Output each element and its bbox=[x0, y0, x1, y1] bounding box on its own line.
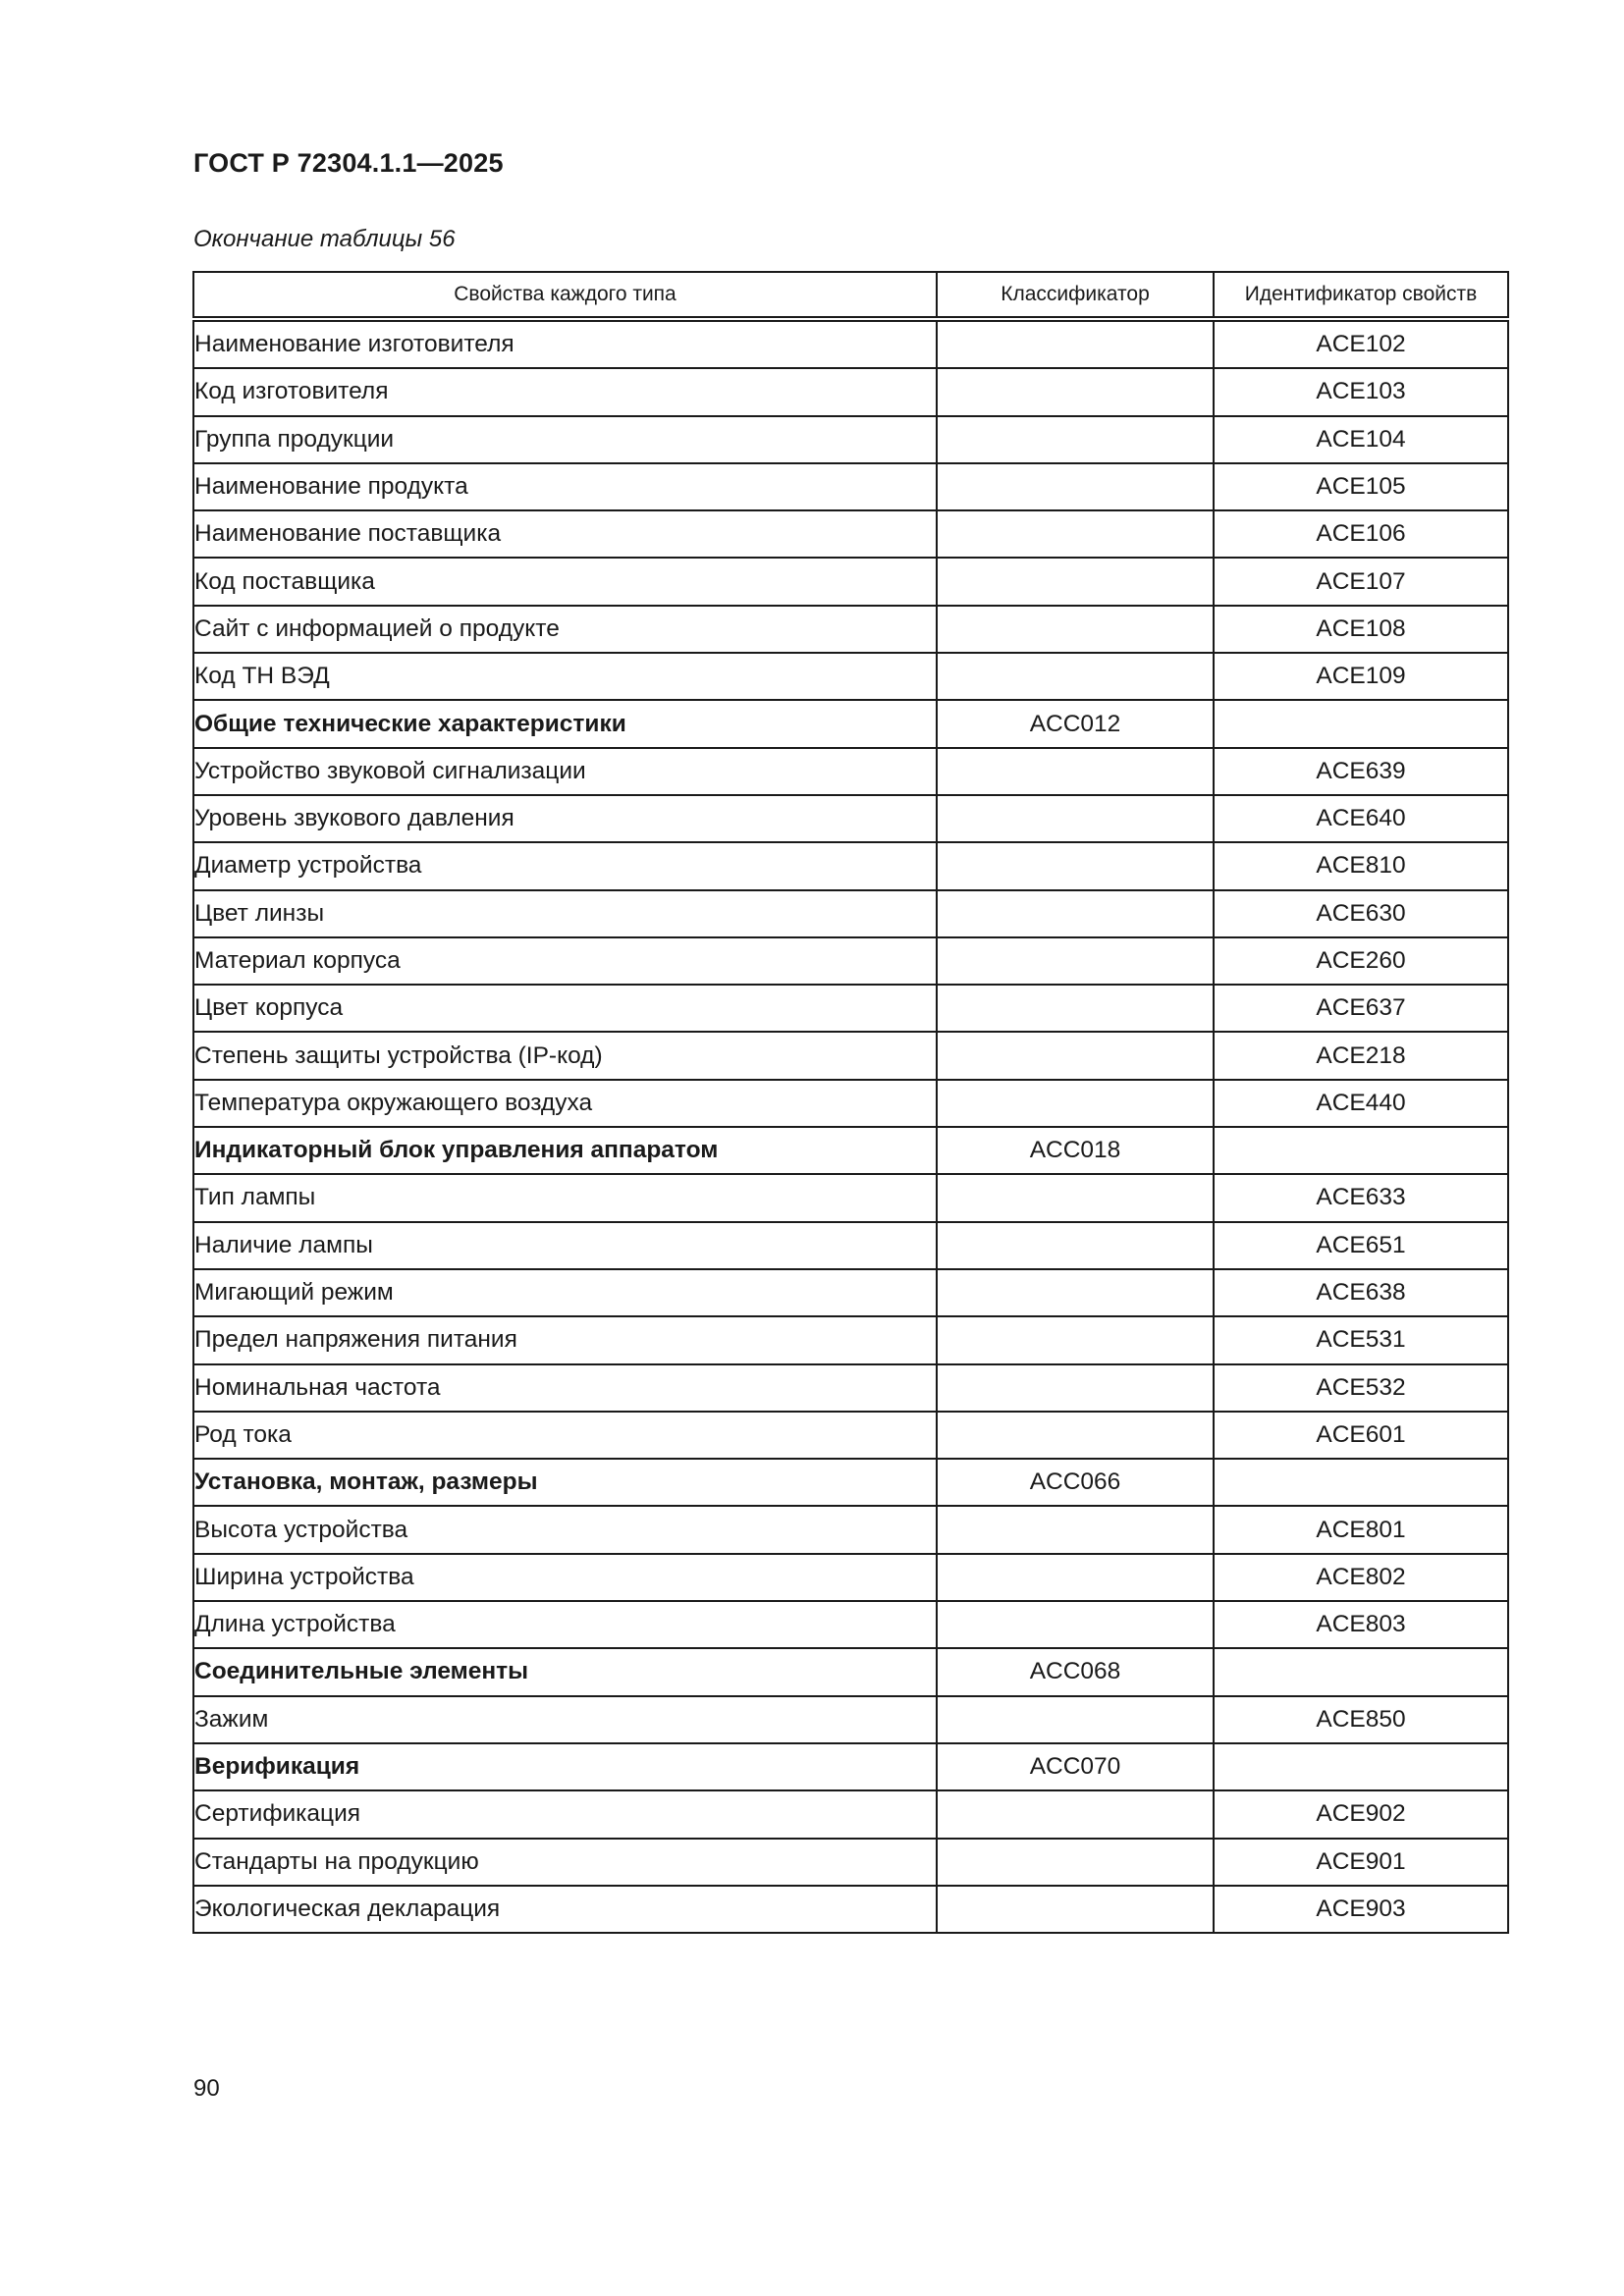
property-name-cell: Индикаторный блок управления аппаратом bbox=[193, 1127, 937, 1174]
classifier-cell bbox=[937, 1269, 1214, 1316]
classifier-cell bbox=[937, 653, 1214, 700]
identifier-cell: ACE106 bbox=[1214, 510, 1508, 558]
table-row bbox=[193, 1174, 1508, 1221]
identifier-cell bbox=[1214, 1127, 1508, 1174]
table-row bbox=[193, 937, 1508, 985]
identifier-cell: ACE850 bbox=[1214, 1696, 1508, 1743]
classifier-cell bbox=[937, 416, 1214, 463]
table-row bbox=[193, 1554, 1508, 1601]
table-row bbox=[193, 463, 1508, 510]
identifier-cell: ACE901 bbox=[1214, 1839, 1508, 1886]
classifier-cell bbox=[937, 606, 1214, 653]
classifier-cell bbox=[937, 795, 1214, 842]
table-row bbox=[193, 1506, 1508, 1553]
classifier-cell bbox=[937, 1839, 1214, 1886]
table-row bbox=[193, 319, 1508, 368]
classifier-cell bbox=[937, 1080, 1214, 1127]
table-row bbox=[193, 890, 1508, 937]
classifier-cell bbox=[937, 1790, 1214, 1838]
page-number: 90 bbox=[193, 2075, 220, 2102]
classifier-cell: ACC070 bbox=[937, 1743, 1214, 1790]
identifier-cell bbox=[1214, 700, 1508, 747]
table-group-row bbox=[193, 700, 1508, 747]
classifier-cell bbox=[937, 463, 1214, 510]
table-row bbox=[193, 1316, 1508, 1363]
table-row bbox=[193, 558, 1508, 605]
table-row bbox=[193, 748, 1508, 795]
classifier-cell bbox=[937, 1412, 1214, 1459]
table-row bbox=[193, 1790, 1508, 1838]
property-name-cell: Зажим bbox=[193, 1696, 937, 1743]
property-name-cell: Код поставщика bbox=[193, 558, 937, 605]
property-name-cell: Наличие лампы bbox=[193, 1222, 937, 1269]
table-header-row bbox=[193, 272, 1508, 319]
classifier-cell bbox=[937, 748, 1214, 795]
classifier-cell bbox=[937, 1696, 1214, 1743]
identifier-cell: ACE903 bbox=[1214, 1886, 1508, 1933]
classifier-cell bbox=[937, 1506, 1214, 1553]
property-name-cell: Соединительные элементы bbox=[193, 1648, 937, 1695]
identifier-cell: ACE802 bbox=[1214, 1554, 1508, 1601]
identifier-cell: ACE810 bbox=[1214, 842, 1508, 889]
identifier-cell: ACE638 bbox=[1214, 1269, 1508, 1316]
property-name-cell: Мигающий режим bbox=[193, 1269, 937, 1316]
table-row bbox=[193, 842, 1508, 889]
identifier-cell: ACE440 bbox=[1214, 1080, 1508, 1127]
identifier-cell: ACE651 bbox=[1214, 1222, 1508, 1269]
table-row bbox=[193, 795, 1508, 842]
table-row bbox=[193, 1269, 1508, 1316]
classifier-cell bbox=[937, 319, 1214, 368]
property-name-cell: Род тока bbox=[193, 1412, 937, 1459]
classifier-cell bbox=[937, 1886, 1214, 1933]
property-name-cell: Верификация bbox=[193, 1743, 937, 1790]
property-name-cell: Стандарты на продукцию bbox=[193, 1839, 937, 1886]
property-name-cell: Код ТН ВЭД bbox=[193, 653, 937, 700]
property-name-cell: Предел напряжения питания bbox=[193, 1316, 937, 1363]
classifier-cell: ACC018 bbox=[937, 1127, 1214, 1174]
table-row bbox=[193, 606, 1508, 653]
identifier-cell: ACE640 bbox=[1214, 795, 1508, 842]
identifier-cell: ACE633 bbox=[1214, 1174, 1508, 1221]
property-name-cell: Степень защиты устройства (IP-код) bbox=[193, 1032, 937, 1079]
table-row bbox=[193, 1412, 1508, 1459]
table-row bbox=[193, 1696, 1508, 1743]
identifier-cell: ACE803 bbox=[1214, 1601, 1508, 1648]
property-name-cell: Общие технические характеристики bbox=[193, 700, 937, 747]
identifier-cell: ACE107 bbox=[1214, 558, 1508, 605]
property-name-cell: Сертификация bbox=[193, 1790, 937, 1838]
table-row bbox=[193, 1222, 1508, 1269]
column-header-classifier: Классификатор bbox=[937, 272, 1214, 319]
classifier-cell bbox=[937, 510, 1214, 558]
property-name-cell: Тип лампы bbox=[193, 1174, 937, 1221]
identifier-cell: ACE801 bbox=[1214, 1506, 1508, 1553]
table-row bbox=[193, 1080, 1508, 1127]
table-row bbox=[193, 1032, 1508, 1079]
classifier-cell: ACC012 bbox=[937, 700, 1214, 747]
column-header-identifier: Идентификатор свойств bbox=[1214, 272, 1508, 319]
identifier-cell: ACE637 bbox=[1214, 985, 1508, 1032]
property-name-cell: Температура окружающего воздуха bbox=[193, 1080, 937, 1127]
identifier-cell: ACE639 bbox=[1214, 748, 1508, 795]
classifier-cell bbox=[937, 1554, 1214, 1601]
classifier-cell bbox=[937, 1601, 1214, 1648]
classifier-cell: ACC068 bbox=[937, 1648, 1214, 1695]
identifier-cell: ACE103 bbox=[1214, 368, 1508, 415]
table-group-row bbox=[193, 1459, 1508, 1506]
properties-table bbox=[192, 271, 1509, 1934]
identifier-cell: ACE109 bbox=[1214, 653, 1508, 700]
table-row bbox=[193, 368, 1508, 415]
property-name-cell: Высота устройства bbox=[193, 1506, 937, 1553]
classifier-cell bbox=[937, 1032, 1214, 1079]
column-header-properties: Свойства каждого типа bbox=[193, 272, 937, 319]
classifier-cell bbox=[937, 1364, 1214, 1412]
property-name-cell: Цвет корпуса bbox=[193, 985, 937, 1032]
table-row bbox=[193, 510, 1508, 558]
table-group-row bbox=[193, 1127, 1508, 1174]
identifier-cell: ACE630 bbox=[1214, 890, 1508, 937]
property-name-cell: Уровень звукового давления bbox=[193, 795, 937, 842]
property-name-cell: Сайт с информацией о продукте bbox=[193, 606, 937, 653]
table-row bbox=[193, 985, 1508, 1032]
classifier-cell bbox=[937, 890, 1214, 937]
table-body bbox=[193, 319, 1508, 1933]
table-row bbox=[193, 1364, 1508, 1412]
table-row bbox=[193, 1601, 1508, 1648]
classifier-cell bbox=[937, 558, 1214, 605]
identifier-cell: ACE601 bbox=[1214, 1412, 1508, 1459]
identifier-cell: ACE108 bbox=[1214, 606, 1508, 653]
property-name-cell: Группа продукции bbox=[193, 416, 937, 463]
property-name-cell: Длина устройства bbox=[193, 1601, 937, 1648]
identifier-cell: ACE902 bbox=[1214, 1790, 1508, 1838]
table-group-row bbox=[193, 1648, 1508, 1695]
property-name-cell: Устройство звуковой сигнализации bbox=[193, 748, 937, 795]
identifier-cell: ACE105 bbox=[1214, 463, 1508, 510]
identifier-cell bbox=[1214, 1743, 1508, 1790]
identifier-cell bbox=[1214, 1459, 1508, 1506]
property-name-cell: Наименование изготовителя bbox=[193, 319, 937, 368]
property-name-cell: Наименование продукта bbox=[193, 463, 937, 510]
property-name-cell: Ширина устройства bbox=[193, 1554, 937, 1601]
classifier-cell bbox=[937, 1222, 1214, 1269]
identifier-cell: ACE531 bbox=[1214, 1316, 1508, 1363]
table-row bbox=[193, 653, 1508, 700]
classifier-cell bbox=[937, 985, 1214, 1032]
identifier-cell bbox=[1214, 1648, 1508, 1695]
classifier-cell bbox=[937, 368, 1214, 415]
classifier-cell bbox=[937, 937, 1214, 985]
classifier-cell bbox=[937, 1174, 1214, 1221]
property-name-cell: Номинальная частота bbox=[193, 1364, 937, 1412]
classifier-cell bbox=[937, 842, 1214, 889]
property-name-cell: Экологическая декларация bbox=[193, 1886, 937, 1933]
property-name-cell: Наименование поставщика bbox=[193, 510, 937, 558]
table-row bbox=[193, 1886, 1508, 1933]
identifier-cell: ACE218 bbox=[1214, 1032, 1508, 1079]
classifier-cell: ACC066 bbox=[937, 1459, 1214, 1506]
property-name-cell: Материал корпуса bbox=[193, 937, 937, 985]
document-title: ГОСТ Р 72304.1.1—2025 bbox=[193, 148, 504, 178]
property-name-cell: Диаметр устройства bbox=[193, 842, 937, 889]
table-group-row bbox=[193, 1743, 1508, 1790]
identifier-cell: ACE532 bbox=[1214, 1364, 1508, 1412]
identifier-cell: ACE102 bbox=[1214, 319, 1508, 368]
table-row bbox=[193, 1839, 1508, 1886]
classifier-cell bbox=[937, 1316, 1214, 1363]
identifier-cell: ACE104 bbox=[1214, 416, 1508, 463]
identifier-cell: ACE260 bbox=[1214, 937, 1508, 985]
property-name-cell: Цвет линзы bbox=[193, 890, 937, 937]
property-name-cell: Установка, монтаж, размеры bbox=[193, 1459, 937, 1506]
table-row bbox=[193, 416, 1508, 463]
table-caption: Окончание таблицы 56 bbox=[193, 226, 456, 252]
property-name-cell: Код изготовителя bbox=[193, 368, 937, 415]
